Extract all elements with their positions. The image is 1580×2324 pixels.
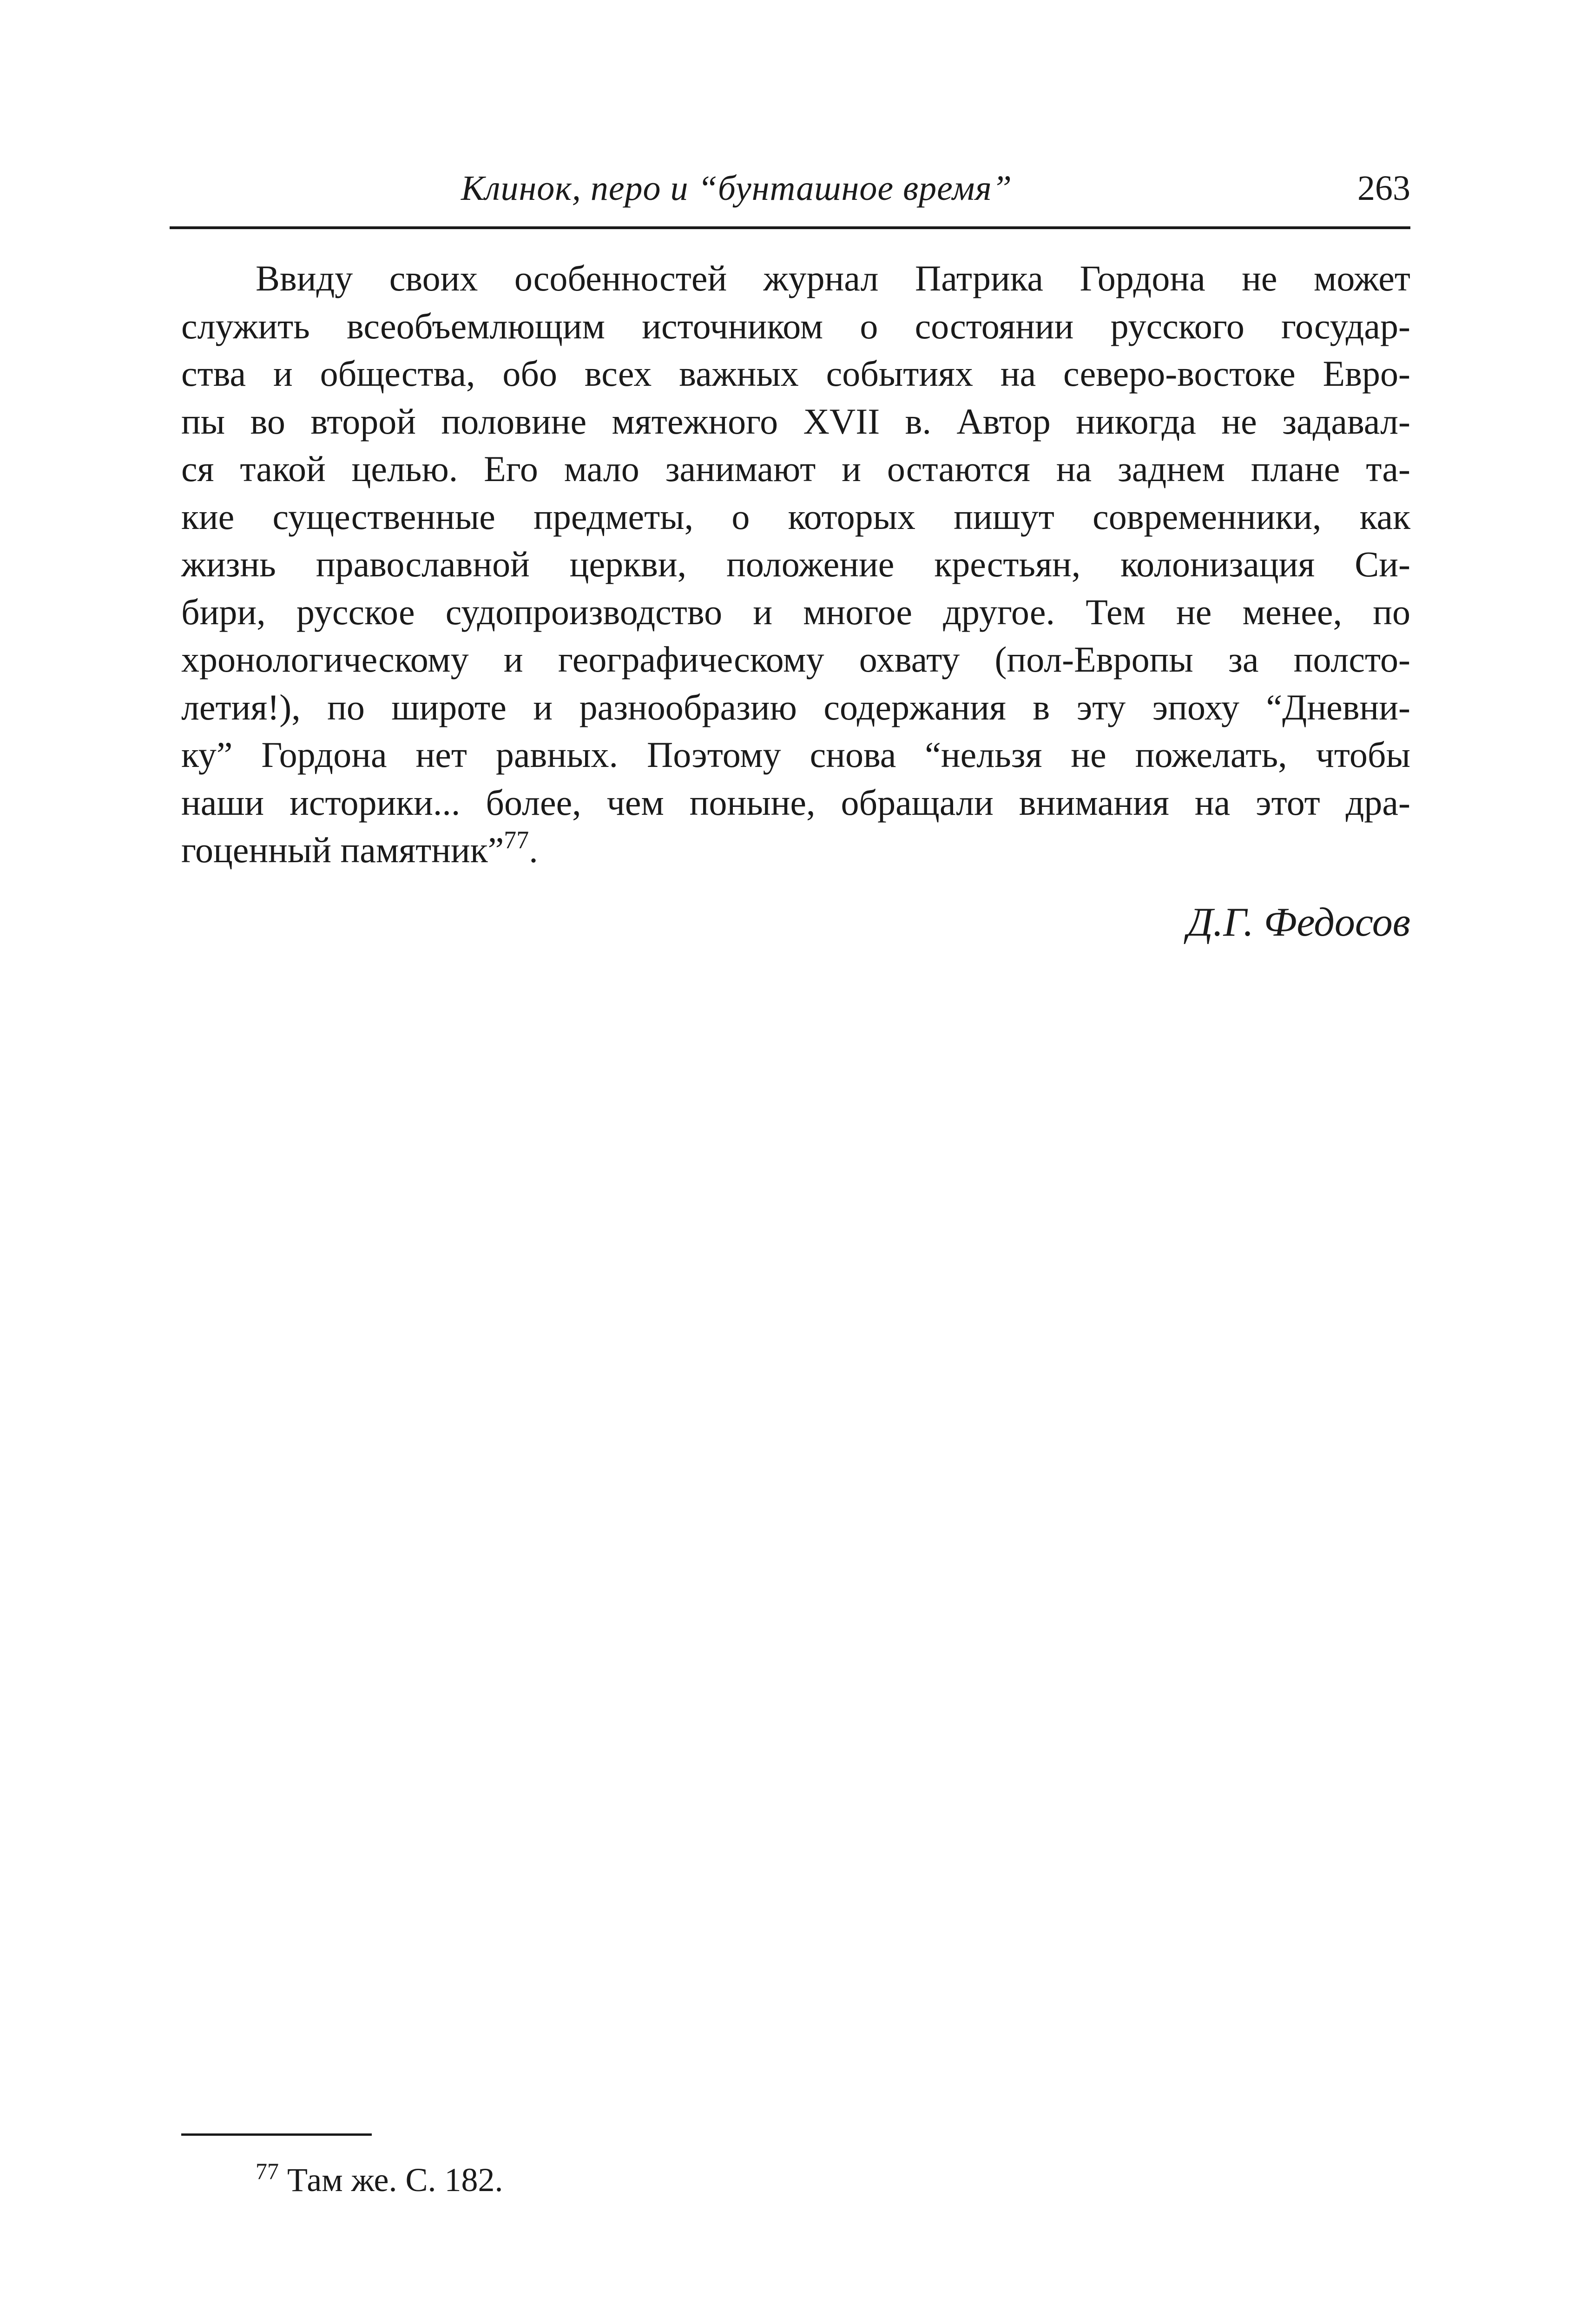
- text-line: служить всеобъемлющим источником о состоянии русского государ-: [181, 305, 1410, 346]
- author-signature: Д.Г. Федосов: [1187, 900, 1410, 945]
- text-line-content: гоценный памятник”: [181, 830, 504, 870]
- text-line: жизнь православной церкви, положение крестьян, колонизация Си-: [181, 544, 1410, 584]
- footnote-number: 77: [256, 2158, 279, 2184]
- text-line: летия!), по широте и разнообразию содержания в эту эпоху “Дневни-: [181, 687, 1410, 727]
- header-rule: [170, 226, 1410, 229]
- footnote-text: Там же. С. 182.: [287, 2161, 503, 2199]
- text-line: Ввиду своих особенностей журнал Патрика Гордона не может: [256, 258, 1410, 298]
- text-line: хронологическому и географическому охвату (пол-Европы за полсто-: [181, 639, 1410, 680]
- text-line: ся такой целью. Его мало занимают и остаются на заднем плане та-: [181, 449, 1410, 489]
- main-text: [181, 255, 1410, 874]
- footnote-reference[interactable]: 77: [504, 826, 529, 854]
- page-number: 263: [1357, 169, 1410, 208]
- footnote: [256, 2157, 503, 2203]
- text-line: бири, русское судопроизводство и многое другое. Тем не менее, по: [181, 591, 1410, 632]
- running-head: [170, 158, 1410, 214]
- text-line: ку” Гордона нет равных. Поэтому снова “нельзя не пожелать, чтобы: [181, 734, 1410, 775]
- text-line: пы во второй половине мятежного XVII в. Автор никогда не задавал-: [181, 401, 1410, 442]
- footnote-rule: [181, 2133, 372, 2136]
- text-line-last: [181, 826, 1410, 874]
- text-line: наши историки... более, чем поныне, обращали внимания на этот дра-: [181, 782, 1410, 823]
- text-line: ства и общества, обо всех важных событиях на северо-востоке Евро-: [181, 353, 1410, 394]
- closing-punctuation: .: [529, 830, 538, 870]
- running-title: Клинок, перо и “бунташное время”: [461, 169, 1013, 208]
- text-line: кие существенные предметы, о которых пишут современники, как: [181, 496, 1410, 537]
